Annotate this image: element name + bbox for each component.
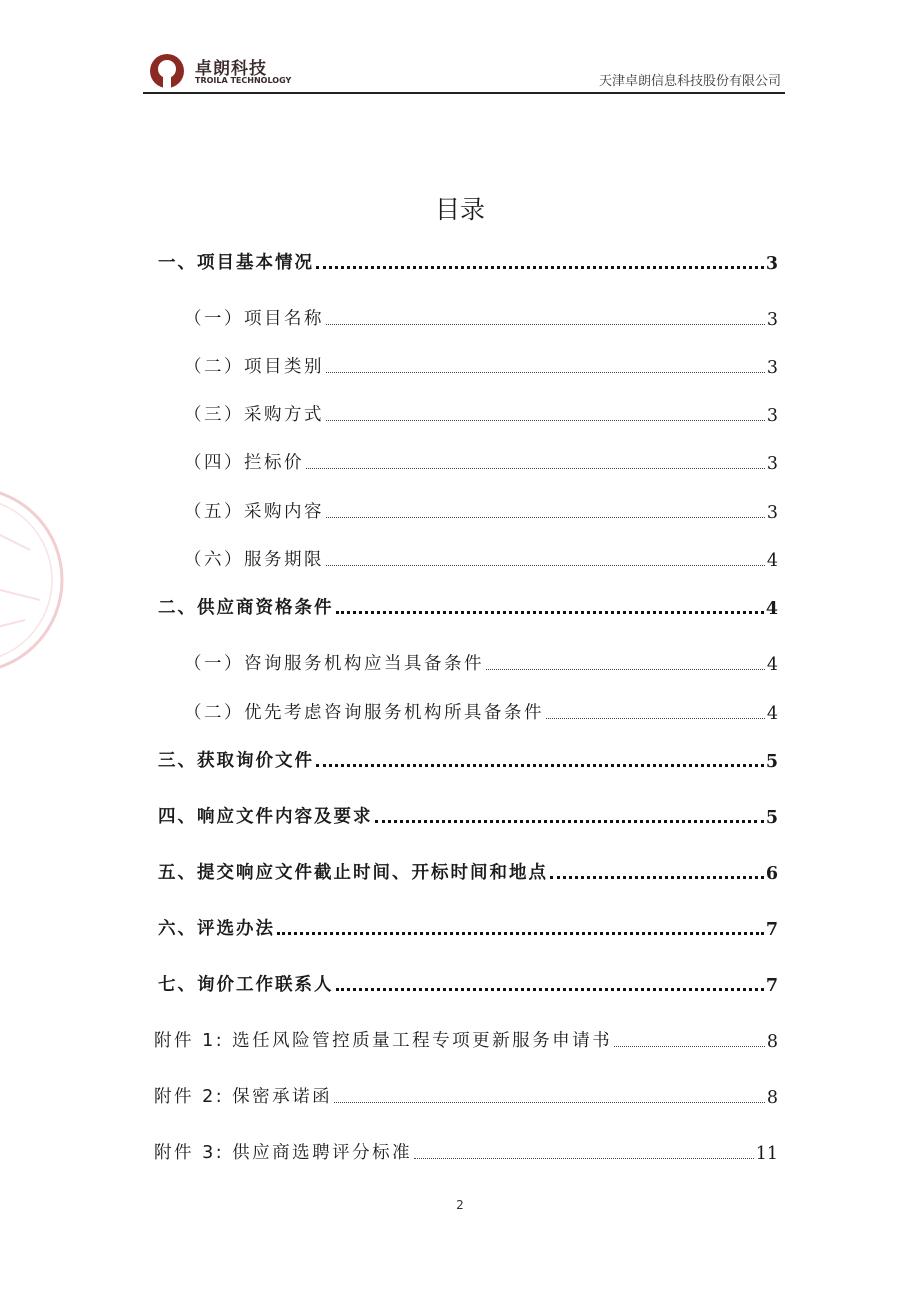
toc-leader — [316, 764, 764, 767]
toc-item-page: 4 — [766, 655, 778, 675]
toc-item[interactable] — [158, 970, 778, 996]
toc-leader — [326, 517, 765, 518]
seal-stamp-icon — [0, 470, 70, 690]
toc-item[interactable] — [158, 858, 778, 884]
toc-leader — [306, 468, 765, 469]
toc-item[interactable] — [158, 248, 778, 274]
company-logo-icon — [147, 52, 187, 90]
toc-item-page: 3 — [766, 358, 778, 378]
toc-leader — [336, 611, 764, 614]
toc-item-label: （三）采购方式 — [184, 405, 324, 425]
toc-item-page: 5 — [765, 808, 778, 828]
toc-item-page: 6 — [765, 864, 778, 884]
toc-item-label: 二、供应商资格条件 — [158, 598, 334, 618]
toc-item-page: 7 — [765, 920, 778, 940]
toc-item[interactable] — [158, 802, 778, 828]
toc-item-label: 附件 2: 保密承诺函 — [154, 1087, 333, 1107]
toc-item-label: （六）服务期限 — [184, 550, 324, 570]
toc-item[interactable] — [184, 545, 778, 571]
toc-item-label: （一）项目名称 — [184, 309, 324, 329]
toc-leader — [550, 876, 764, 879]
toc-item[interactable] — [184, 649, 778, 675]
toc-leader — [336, 988, 764, 991]
toc-item[interactable] — [158, 593, 778, 619]
toc-item[interactable] — [184, 698, 778, 724]
toc-leader — [546, 718, 765, 719]
toc-leader — [375, 820, 764, 823]
company-name: 天津卓朗信息科技股份有限公司 — [598, 74, 781, 89]
toc-leader — [486, 669, 765, 670]
toc-item-label: 五、提交响应文件截止时间、开标时间和地点 — [158, 863, 548, 883]
toc-item-label: 三、获取询价文件 — [158, 751, 314, 771]
toc-item-page: 11 — [755, 1144, 778, 1164]
toc-item-label: （一）咨询服务机构应当具备条件 — [184, 654, 484, 674]
toc-item-page: 3 — [766, 503, 778, 523]
toc-item-label: 一、项目基本情况 — [158, 253, 314, 273]
toc-item-label: （四）拦标价 — [184, 453, 304, 473]
toc-leader — [316, 266, 764, 269]
toc-item-page: 4 — [766, 551, 778, 571]
toc-leader — [414, 1158, 754, 1159]
toc-item-page: 5 — [765, 752, 778, 772]
toc-item-label: （五）采购内容 — [184, 502, 324, 522]
toc-item-page: 4 — [765, 599, 778, 619]
toc-leader — [326, 372, 765, 373]
toc-item[interactable] — [154, 1082, 778, 1108]
toc-item[interactable] — [184, 497, 778, 523]
toc-item-page: 3 — [766, 310, 778, 330]
toc-item-page: 4 — [766, 704, 778, 724]
toc-leader — [326, 420, 765, 421]
toc-item-page: 7 — [765, 976, 778, 996]
toc-item[interactable] — [158, 746, 778, 772]
toc-item-label: （二）优先考虑咨询服务机构所具备条件 — [184, 703, 544, 723]
toc-item[interactable] — [158, 914, 778, 940]
toc-item-page: 8 — [766, 1088, 778, 1108]
toc-item[interactable] — [184, 448, 778, 474]
toc-item-label: 六、评选办法 — [158, 919, 275, 939]
toc-item-label: （二）项目类别 — [184, 357, 324, 377]
toc-item[interactable] — [154, 1026, 778, 1052]
toc-leader — [334, 1102, 765, 1103]
toc-title: 目录 — [434, 195, 485, 224]
toc-item-label: 四、响应文件内容及要求 — [158, 807, 373, 827]
logo-text-cn: 卓朗科技 — [195, 59, 267, 79]
logo-text-en: TROILA TECHNOLOGY — [195, 76, 292, 85]
toc-item-label: 七、询价工作联系人 — [158, 975, 334, 995]
toc-item-page: 3 — [766, 406, 778, 426]
toc-leader — [326, 324, 765, 325]
page-header — [143, 48, 785, 94]
toc-item-label: 附件 3: 供应商选聘评分标准 — [154, 1143, 413, 1163]
toc-leader — [326, 565, 765, 566]
page-number: 2 — [456, 1198, 464, 1212]
toc-leader — [614, 1046, 765, 1047]
toc-leader — [277, 932, 764, 935]
toc-item-label: 附件 1: 选任风险管控质量工程专项更新服务申请书 — [154, 1031, 613, 1051]
toc-item[interactable] — [184, 400, 778, 426]
toc-item-page: 3 — [765, 254, 778, 274]
toc-item[interactable] — [184, 352, 778, 378]
toc-item[interactable] — [154, 1138, 778, 1164]
toc-item-page: 3 — [766, 454, 778, 474]
toc-item[interactable] — [184, 304, 778, 330]
toc-item-page: 8 — [766, 1032, 778, 1052]
